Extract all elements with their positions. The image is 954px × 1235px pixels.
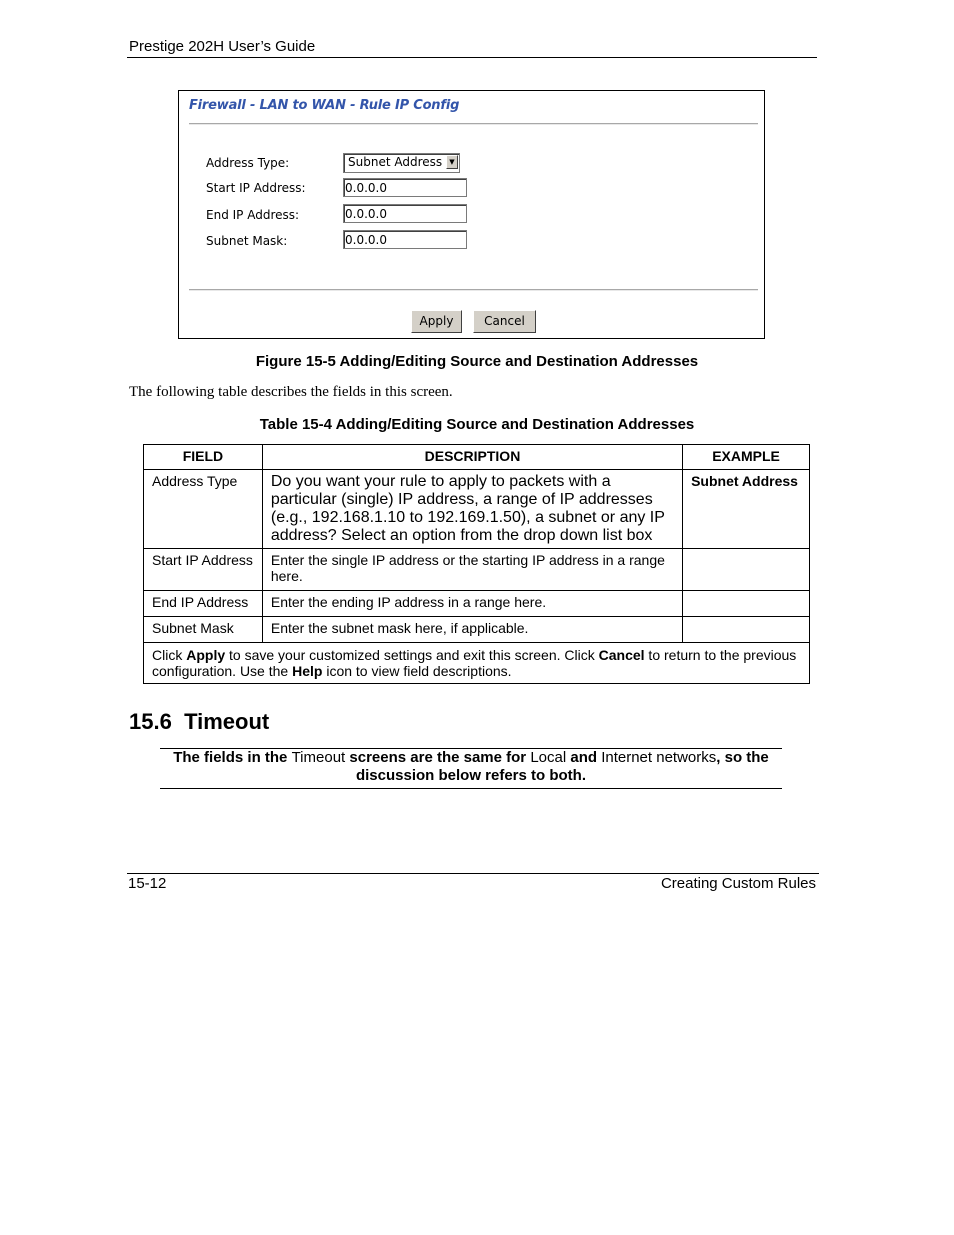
example-cell	[683, 549, 810, 591]
header-description: DESCRIPTION	[262, 445, 682, 470]
example-cell: Subnet Address	[683, 470, 810, 549]
description-cell: Do you want your rule to apply to packets with a particular (single) IP address, a range of IP addresses (e.g., 192.168.1.10 to 192.169.1.50), a subnet or any IP address? Select an option from the drop down list box	[262, 470, 682, 549]
screen-title: Firewall - LAN to WAN - Rule IP Config	[189, 98, 460, 113]
table-footer-row	[144, 643, 810, 684]
footer-rule	[127, 873, 819, 874]
section-title: Timeout	[184, 709, 270, 734]
end-ip-input[interactable]: 0.0.0.0	[343, 204, 467, 223]
intro-paragraph: The following table describes the fields in this screen.	[129, 384, 453, 400]
start-ip-input[interactable]: 0.0.0.0	[343, 178, 467, 197]
description-cell: Enter the single IP address or the starting IP address in a range here.	[262, 549, 682, 591]
table-footer-note: Click Apply to save your customized settings and exit this screen. Click Cancel to return to the previous configuration. Use the Help icon to view field descriptions.	[144, 643, 810, 684]
end-ip-label: End IP Address:	[206, 208, 300, 222]
subnet-mask-input[interactable]: 0.0.0.0	[343, 230, 467, 249]
table-row	[144, 470, 810, 549]
table-header-row	[144, 445, 810, 470]
chapter-title: Creating Custom Rules	[660, 875, 816, 892]
note-bottom-rule	[160, 788, 782, 789]
subnet-mask-label: Subnet Mask:	[206, 234, 288, 248]
header-rule	[127, 57, 817, 58]
dropdown-arrow-icon[interactable]: ▼	[446, 155, 458, 169]
address-type-label: Address Type:	[206, 156, 290, 170]
figure-caption: Figure 15-5 Adding/Editing Source and Destination Addresses	[255, 353, 699, 370]
field-cell: End IP Address	[144, 591, 263, 617]
address-type-value: Subnet Address	[348, 155, 443, 169]
table-row	[144, 591, 810, 617]
screen-title-rule	[189, 123, 758, 125]
example-cell	[683, 591, 810, 617]
screen-bottom-rule	[189, 289, 758, 291]
example-cell	[683, 617, 810, 643]
section-number: 15.6	[129, 709, 172, 734]
header-example: EXAMPLE	[683, 445, 810, 470]
section-heading	[129, 709, 269, 735]
table-row	[144, 549, 810, 591]
page-number: 15-12	[128, 875, 167, 892]
rule-ip-config-screenshot	[178, 90, 765, 339]
note-box: The fields in the Timeout screens are the same for Local and Internet networks, so the discussion below refers to both.	[173, 749, 769, 784]
cancel-button[interactable]: Cancel	[473, 310, 536, 333]
apply-button[interactable]: Apply	[411, 310, 462, 333]
fields-table	[143, 444, 810, 684]
address-type-select[interactable]	[343, 153, 460, 173]
description-cell: Enter the subnet mask here, if applicable.	[262, 617, 682, 643]
table-caption: Table 15-4 Adding/Editing Source and Destination Addresses	[259, 416, 695, 433]
header-field: FIELD	[144, 445, 263, 470]
field-cell: Subnet Mask	[144, 617, 263, 643]
description-cell: Enter the ending IP address in a range here.	[262, 591, 682, 617]
field-cell: Address Type	[144, 470, 263, 549]
table-row	[144, 617, 810, 643]
start-ip-label: Start IP Address:	[206, 181, 306, 195]
field-cell: Start IP Address	[144, 549, 263, 591]
running-header: Prestige 202H User’s Guide	[129, 38, 316, 55]
